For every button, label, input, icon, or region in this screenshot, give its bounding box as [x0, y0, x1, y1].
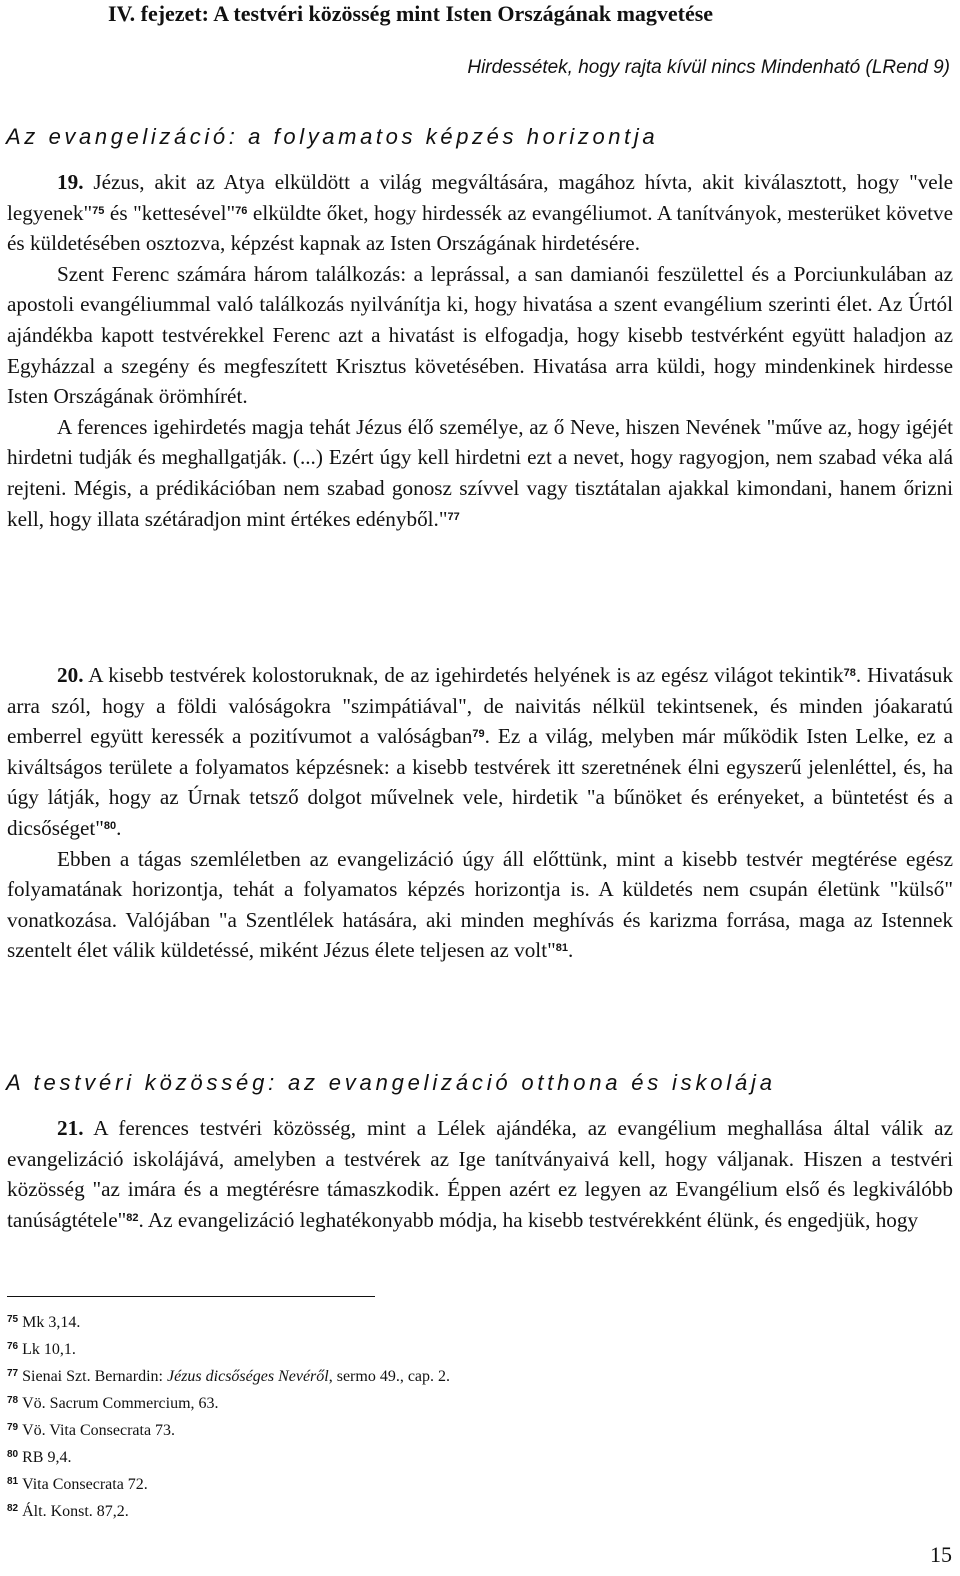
footnote-80 [7, 1443, 450, 1470]
text-block-para-19 [7, 167, 953, 534]
footnote-text: Sienai Szt. Bernardin: [22, 1368, 167, 1385]
footnote-number: 80 [7, 1449, 19, 1460]
footnote-text: Vita Consecrata 72. [22, 1476, 148, 1493]
footnote-text: RB 9,4. [22, 1449, 72, 1466]
text-block-para-20 [7, 660, 953, 966]
footnote-text: , sermo 49., cap. 2. [328, 1368, 451, 1385]
footnote-ref-78[interactable]: 78 [843, 667, 856, 679]
paragraph-19 [7, 167, 953, 259]
paragraph-text: A ferences testvéri közösség, mint a Lélek ajándéka, az evangélium meghallása által válik az evangelizáció iskolájává, amelyben a testvérek az Ige tanítványaivá kell, hogy váljanak. Hiszen a testvéri közösség "az imára és a megtérésre támaszkodik. Éppen azért ez legyen az Evangélium első és legkiválóbb tanúságtétele" [7, 1116, 953, 1232]
chapter-title: IV. fejezet: A testvéri közösség mint Isten Országának magvetése [108, 1, 714, 26]
footnote-81 [7, 1470, 450, 1497]
footnote-ref-76[interactable]: 76 [235, 204, 248, 217]
paragraph-text: . [567, 938, 574, 963]
page-number: 15 [930, 1542, 952, 1567]
paragraph-20-mission [7, 844, 953, 966]
paragraph-number: 20. [57, 663, 84, 687]
footnote-79 [7, 1416, 450, 1443]
paragraph-number: 19. [57, 170, 84, 194]
footnote-77 [7, 1362, 450, 1389]
footnote-ref-80[interactable]: 80 [103, 819, 117, 832]
footnote-ref-77[interactable]: 77 [447, 510, 460, 523]
paragraph-text: Jézus, akit az Atya elküldött a világ megváltására, magához hívta, akit kiválasztott, hogy "vele legyenek" [7, 170, 954, 225]
text-block-para-21 [7, 1113, 953, 1235]
footnote-number: 82 [7, 1503, 19, 1514]
chapter-motto: Hirdessétek, hogy rajta kívül nincs Mindenható (LRend 9) [467, 57, 950, 78]
footnote-text: Ált. Konst. 87,2. [22, 1503, 129, 1520]
footnote-number: 81 [7, 1476, 19, 1487]
footnote-number: 76 [7, 1341, 19, 1352]
paragraph-text: . [116, 815, 122, 840]
footnote-ref-75[interactable]: 75 [92, 204, 105, 217]
footnote-number: 78 [7, 1395, 19, 1406]
paragraph-number: 21. [57, 1116, 84, 1140]
footnote-number: 75 [7, 1314, 19, 1325]
footnote-text: Vö. Sacrum Commercium, 63. [22, 1395, 219, 1412]
footnote-ref-81[interactable]: 81 [555, 942, 568, 955]
paragraph-text: . Ez a világ, melyben már működik Isten Lelke, ez a kiváltságos területe a folyamatos képzésnek: a kisebb testvérek itt szeretnének élni egyszerű jelenléttel, és, ha úgy látják, hogy az Úrnak tetsző dolgot művelnek vele, hirdetik "a bűnöket és erényeket, a büntetést és a dicsőséget" [7, 724, 953, 840]
footnote-75 [7, 1308, 450, 1335]
section-heading-evangelization: Az evangelizáció: a folyamatos képzés horizontja [6, 124, 659, 149]
paragraph-21 [7, 1113, 953, 1235]
footnote-ref-79[interactable]: 79 [472, 728, 485, 741]
paragraph-text: és "kettesével" [104, 200, 236, 225]
paragraph-19-preaching [7, 412, 953, 534]
paragraph-text: . Hivatásuk arra szól, hogy a földi valóságokra "szimpátiával", de naivitás nélkül tekintsenek, és minden jóakaratú emberrel együtt keressék a pozitívumot a valóságban [7, 663, 953, 749]
paragraph-text: A kisebb testvérek kolostoruknak, de az igehirdetés helyének is az egész világot tekintik [88, 663, 844, 687]
footnotes-list [7, 1308, 450, 1524]
paragraph-text: A ferences igehirdetés magja tehát Jézus élő személye, az ő Neve, hiszen Nevének "műve az, hogy igéjét hirdetni tudják és meghallgatják. (...) Ezért úgy kell hirdetni ezt a nevet, hogy ragyogjon, nem szabad véka alá rejteni. Mégis, a prédikációban nem szabad gonosz szívvel vagy tisztátalan ajakkal kimondani, hanem őrizni kell, hogy illata szétáradjon mint értékes edényből." [7, 414, 953, 531]
footnote-ref-82[interactable]: 82 [126, 1211, 139, 1224]
footnote-82 [7, 1497, 450, 1524]
paragraph-text: . Az evangelizáció leghatékonyabb módja, ha kisebb testvérekként élünk, és engedjük, hogy [138, 1207, 919, 1232]
footnote-divider [7, 1296, 375, 1297]
footnote-number: 79 [7, 1422, 19, 1433]
footnote-76 [7, 1335, 450, 1362]
footnote-78 [7, 1389, 450, 1416]
footnote-text: Vö. Vita Consecrata 73. [22, 1422, 176, 1439]
section-heading-fraternity: A testvéri közösség: az evangelizáció otthona és iskolája [6, 1070, 776, 1095]
footnote-number: 77 [7, 1368, 19, 1379]
footnote-text: Mk 3,14. [22, 1314, 81, 1331]
footnote-text: Lk 10,1. [22, 1341, 76, 1358]
paragraph-text: Ebben a tágas szemléletben az evangelizáció úgy áll előttünk, mint a kisebb testvér megtérése egész folyamatának horizontja, tehát a folyamatos képzés horizontja is. A küldetés nem csupán életünk "külső" vonatkozása. Valójában "a Szentlélek hatására, aki minden meghívás és karizma forrása, maga az Istennek szentelt élet válik küldetéssé, miként Jézus élete teljesen az volt" [7, 846, 953, 963]
paragraph-19-francis: Szent Ferenc számára három találkozás: a leprással, a san damianói feszülettel és a Porciunkulában az apostoli evangéliummal való találkozás nyilvánítja ki, hogy hivatása a szent evangélium szerinti élet. Az Úrtól ajándékba kapott testvérekkel Ferenc azt a hivatást is elfogadja, hogy kisebb testvérként együtt haladjon az Egyházzal a szegény és megfeszített Krisztus követésében. Hivatása arra küldi, hogy mindenkinek hirdesse Isten Országának örömhírét. [7, 261, 953, 409]
paragraph-20 [7, 660, 953, 844]
footnote-title-italic: Jézus dicsőséges Nevéről [166, 1368, 329, 1385]
paragraph-text: elküldte őket, hogy hirdessék az evangéliumot. A tanítványok, mesterüket követve és küldetésében osztozva, képzést kapnak az Isten Országának hirdetésére. [7, 200, 953, 256]
